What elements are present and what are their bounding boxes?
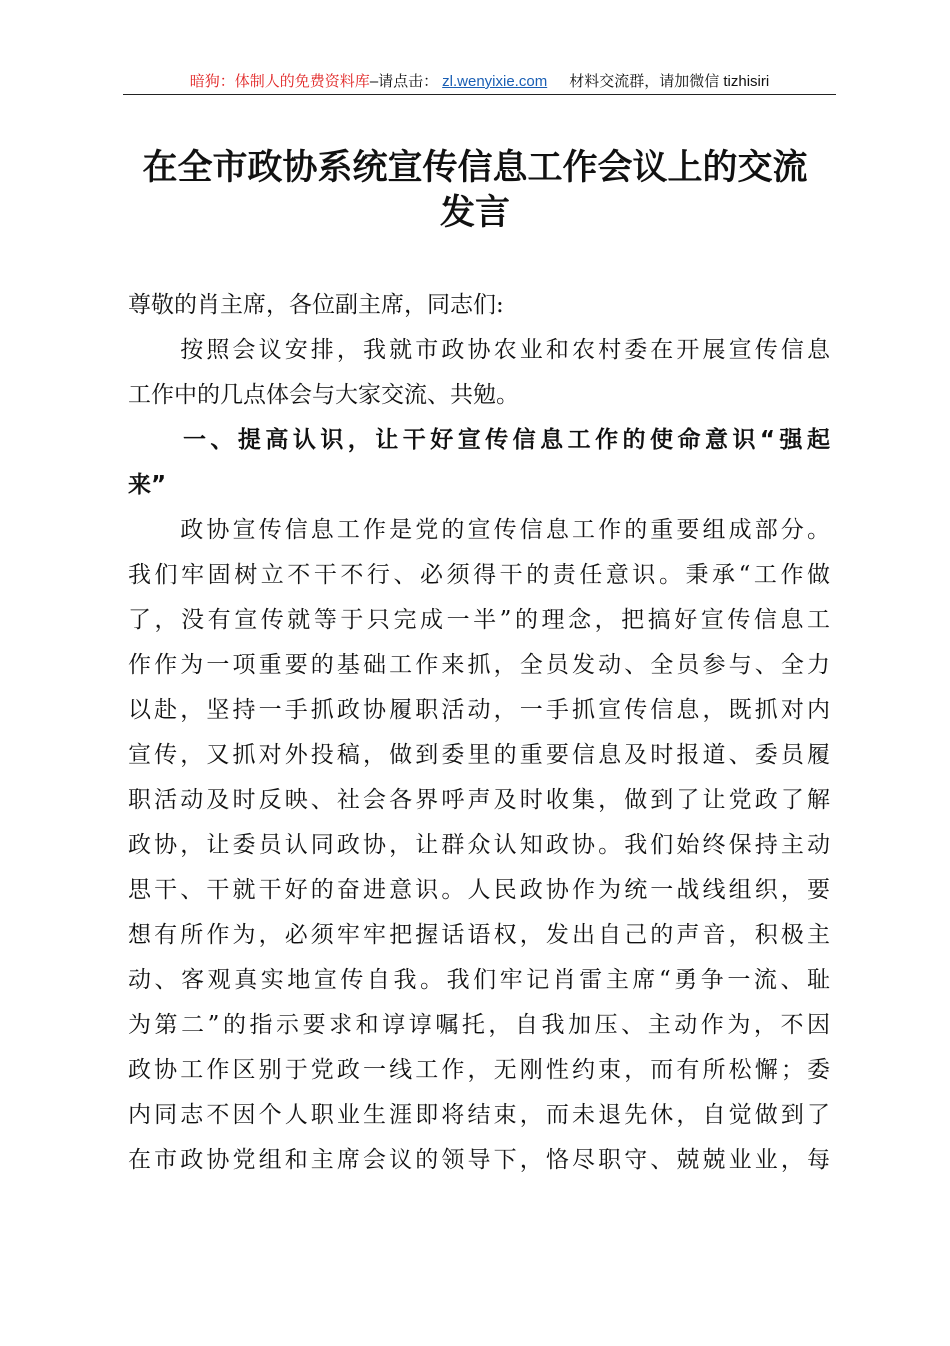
paragraph-line: 思干、干就干好的奋进意识。人民政协作为统一战线组织，要 xyxy=(128,877,830,903)
header-link[interactable]: zl.wenyixie.com xyxy=(442,73,548,90)
document-title-line-2: 发言 xyxy=(439,193,510,233)
paragraph-line: 在市政协党组和主席会议的领导下，恪尽职守、兢兢业业，每 xyxy=(128,1147,830,1173)
paragraph-line: 了，没有宣传就等于只完成一半”的理念，把搞好宣传信息工 xyxy=(128,607,830,633)
paragraph-line: 为第二”的指示要求和谆谆嘱托，自我加压、主动作为，不因 xyxy=(128,1012,830,1038)
header-contact: 材料交流群，请加微信 tizhisiri xyxy=(569,73,770,90)
paragraph-line: 政协工作区别于党政一线工作，无刚性约束，而有所松懈；委 xyxy=(128,1057,830,1083)
paragraph-line: 动、客观真实地宣传自我。我们牢记肖雷主席“勇争一流、耻 xyxy=(128,967,830,993)
paragraph-line: 政协，让委员认同政协，让群众认知政协。我们始终保持主动 xyxy=(128,832,830,858)
paragraph-line: 以赴，坚持一手抓政协履职活动，一手抓宣传信息，既抓对内 xyxy=(128,697,830,723)
section-heading-line: 一、提高认识，让干好宣传信息工作的使命意识“强起 xyxy=(128,427,830,453)
paragraph-line: 我们牢固树立不干不行、必须得干的责任意识。秉承“工作做 xyxy=(128,562,830,588)
paragraph-line: 职活动及时反映、社会各界呼声及时收集，做到了让党政了解 xyxy=(128,787,830,813)
header-prompt: –请点击： xyxy=(369,73,439,90)
page-header xyxy=(123,70,836,95)
paragraph-line: 想有所作为，必须牢牢把握话语权，发出自己的声音，积极主 xyxy=(128,922,830,948)
document-title-line-1: 在全市政协系统宣传信息工作会议上的交流 xyxy=(142,148,808,188)
paragraph-line: 尊敬的肖主席，各位副主席，同志们: xyxy=(128,292,504,318)
section-heading-line: 来” xyxy=(128,472,167,498)
paragraph-line: 宣传，又抓对外投稿，做到委里的重要信息及时报道、委员履 xyxy=(128,742,830,768)
paragraph-line: 政协宣传信息工作是党的宣传信息工作的重要组成部分。 xyxy=(128,517,830,543)
paragraph-line: 按照会议安排，我就市政协农业和农村委在开展宣传信息 xyxy=(128,337,830,363)
paragraph-line: 内同志不因个人职业生涯即将结束，而未退先休，自觉做到了 xyxy=(128,1102,830,1128)
paragraph-line: 工作中的几点体会与大家交流、共勉。 xyxy=(128,382,519,408)
paragraph-line: 作作为一项重要的基础工作来抓，全员发动、全员参与、全力 xyxy=(128,652,830,678)
header-brand: 暗狗：体制人的免费资料库 xyxy=(189,73,370,90)
